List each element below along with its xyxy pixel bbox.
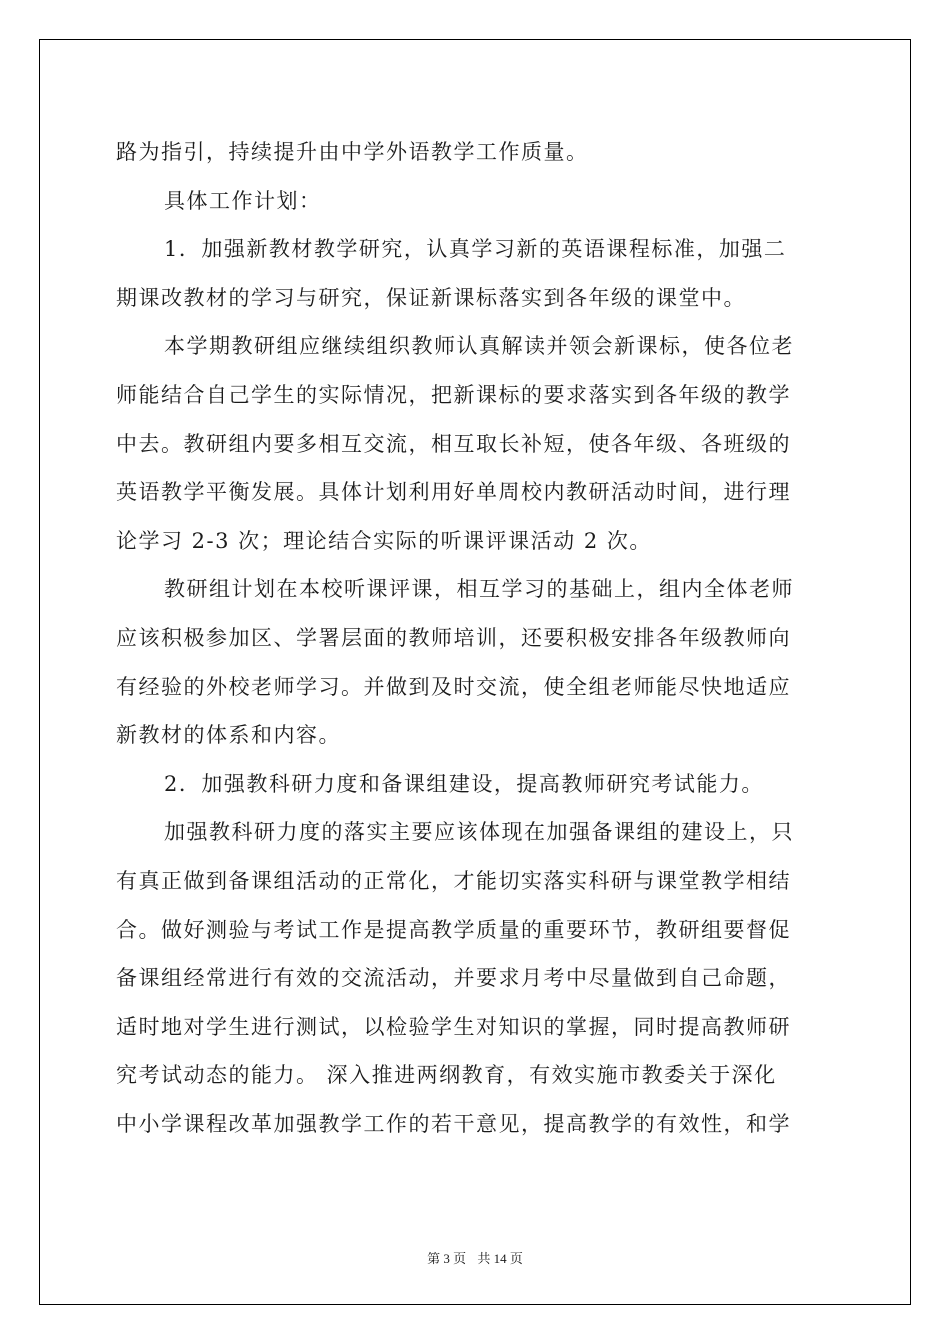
- text-line: 有经验的外校老师学习。并做到及时交流，使全组老师能尽快地适应: [116, 674, 791, 699]
- page-number: 第 3 页: [427, 1251, 467, 1266]
- text-line: 备课组经常进行有效的交流活动，并要求月考中尽量做到自己命题，: [116, 966, 791, 991]
- text-line: 中去。教研组内要多相互交流，相互取长补短，使各年级、各班级的: [116, 431, 791, 456]
- text-line: 有真正做到备课组活动的正常化，才能切实落实科研与课堂教学相结: [116, 868, 791, 893]
- text-line: 师能结合自己学生的实际情况，把新课标的要求落实到各年级的教学: [116, 382, 791, 407]
- text-line: 应该积极参加区、学署层面的教师培训，还要积极安排各年级教师向: [116, 625, 791, 650]
- text-line: 期课改教材的学习与研究，保证新课标落实到各年级的课堂中。: [116, 285, 746, 310]
- text-line: 加强教科研力度的落实主要应该体现在加强备课组的建设上，只: [164, 820, 794, 845]
- text-line: 2．加强教科研力度和备课组建设，提高教师研究考试能力。: [164, 771, 764, 796]
- text-line: 教研组计划在本校听课评课，相互学习的基础上，组内全体老师: [164, 577, 794, 602]
- text-line: 合。做好测验与考试工作是提高教学质量的重要环节，教研组要督促: [116, 917, 791, 942]
- text-line: 本学期教研组应继续组织教师认真解读并领会新课标，使各位老: [164, 334, 794, 359]
- page-total: 共 14 页: [477, 1251, 523, 1266]
- text-line: 适时地对学生进行测试，以检验学生对知识的掌握，同时提高教师研: [116, 1014, 791, 1039]
- text-line: 具体工作计划：: [164, 188, 322, 213]
- text-line: 新教材的体系和内容。: [116, 723, 341, 748]
- text-line: 英语教学平衡发展。具体计划利用好单周校内教研活动时间，进行理: [116, 480, 791, 505]
- text-line: 论学习 2-3 次；理论结合实际的听课评课活动 2 次。: [116, 528, 652, 553]
- page-footer: [0, 1248, 950, 1267]
- text-line: 路为指引，持续提升由中学外语教学工作质量。: [116, 140, 589, 164]
- text-line: 中小学课程改革加强教学工作的若干意见，提高教学的有效性，和学: [116, 1111, 791, 1136]
- document-body: [116, 128, 836, 1148]
- text-line: 究考试动态的能力。 深入推进两纲教育，有效实施市教委关于深化: [116, 1063, 777, 1088]
- text-line: 1．加强新教材教学研究，认真学习新的英语课程标准，加强二: [164, 237, 787, 262]
